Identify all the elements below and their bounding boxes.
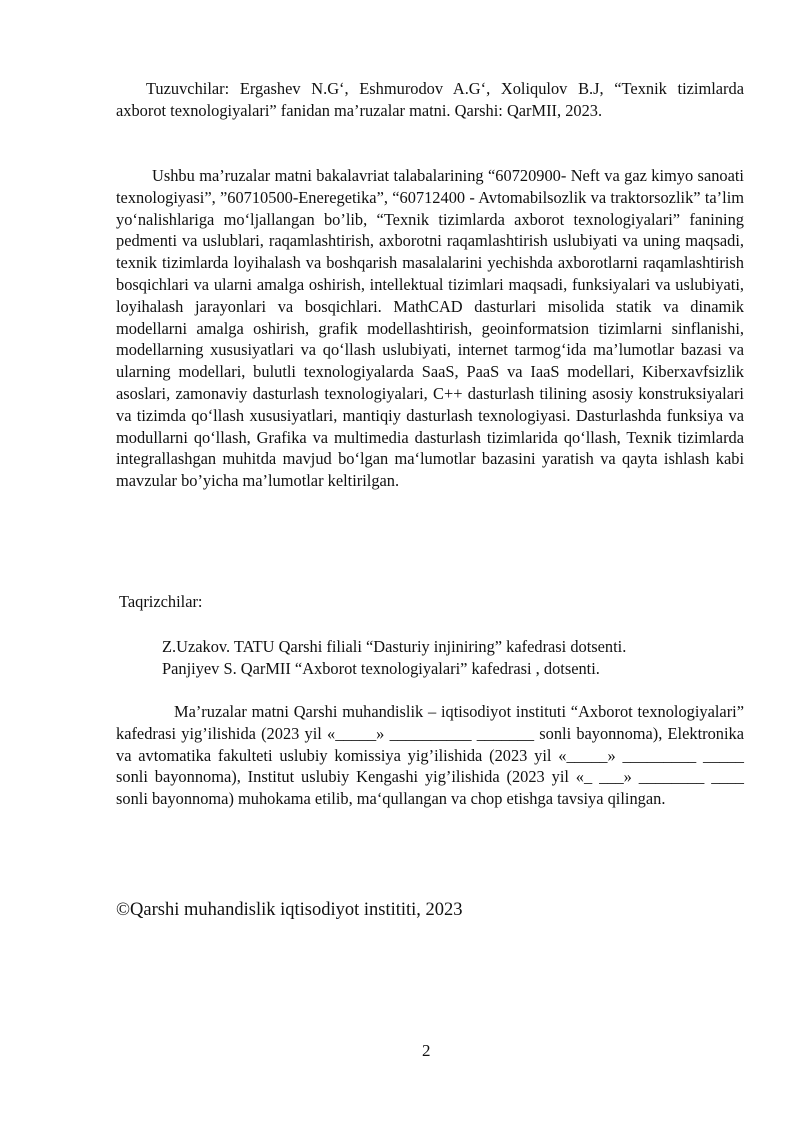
- reviewer-item: Z.Uzakov. TATU Qarshi filiali “Dasturiy injiniring” kafedrasi dotsenti.: [162, 637, 627, 656]
- copyright-notice: ©Qarshi muhandislik iqtisodiyot instititi, 2023: [116, 900, 463, 920]
- page-number: 2: [422, 1041, 431, 1060]
- reviewer-item: Panjiyev S. QarMII “Axborot texnologiyalari” kafedrasi , dotsenti.: [162, 659, 600, 678]
- abstract-paragraph: Ushbu ma’ruzalar matni bakalavriat talabalarining “60720900- Neft va gaz kimyo sanoati texnologiyasi”, ”60710500-Eneregetika”, “60712400 - Avtomabilsozlik va traktorsozlik” ta’lim yo‘nalishlariga mo‘ljallangan bo’lib, “Texnik tizimlarda axborot texnologiyalari” fanining pedmenti va uslublari, raqamlashtirish, axborotni raqamlashtirish uslubiyati va uning maqsadi, texnik tizimlarda loyihalash va boshqarish masalalarini yechishda axborotlarni raqamlashtirish bosqichlari va ularni amalga oshirish, intellektual tizimlari maqsadi, funksiyalari va uslubiyati, loyihalash jarayonlari va bosqichlari. MathCAD dasturlari misolida statik va dinamik modellarni amalga oshirish, grafik modellashtirish, geoinformatsion tizimlarni sinflanishi, modellarning xususiyatlari va qo‘llash uslubiyati, internet tarmog‘ida ma’lumotlar bazasi va ularning modellari, bulutli texnologiyalarda SaaS, PaaS va IaaS modellari, Kiberxavfsizlik asoslari, zamonaviy dasturlash texnologiyalari, C++ dasturlash tilining asosiy konstruksiyalari va tizimda qo‘llash xususiyatlari, mantiqiy dasturlash texnologiyasi. Dasturlashda funksiya va modullarni qo‘llash, Grafika va multimedia dasturlash tizimlarida qo‘llash, Texnik tizimlarda integrallashgan muhitda mavjud bo‘lgan ma‘lumotlar bazasini yaratish va qayta ishlash kabi mavzular bo’yicha ma’lumotlar keltirilgan.: [116, 166, 744, 491]
- approval-paragraph: Ma’ruzalar matni Qarshi muhandislik – iqtisodiyot instituti “Axborot texnologiyalari” kafedrasi yig’ilishida (2023 yil «_____» __________ _______ sonli bayonnoma), Elektronika va avtomatika fakulteti uslubiy komissiya yig’ilishida (2023 yil «_____» _________ _____ sonli bayonnoma), Institut uslubiy Kengashi yig’ilishida (2023 yil «_ ___» ________ ____ sonli bayonnoma) muhokama etilib, ma‘qullangan va chop etishga tavsiya qilingan.: [116, 702, 744, 809]
- authors-paragraph: Tuzuvchilar: Ergashev N.G‘, Eshmurodov A.G‘, Xoliqulov B.J, “Texnik tizimlarda axborot texnologiyalari” fanidan ma’ruzalar matni. Qarshi: QarMII, 2023.: [116, 79, 744, 120]
- reviewers-heading: Taqrizchilar:: [119, 592, 203, 611]
